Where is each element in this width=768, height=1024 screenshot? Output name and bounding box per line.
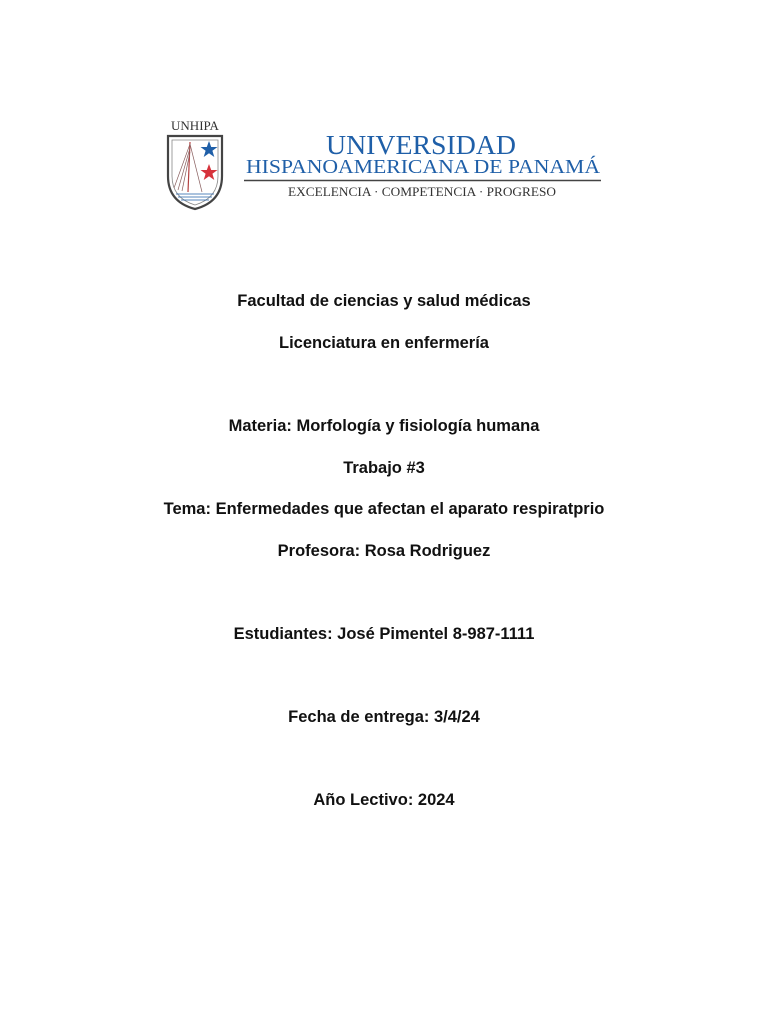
- due-date-line: Fecha de entrega: 3/4/24: [288, 708, 480, 726]
- shield-icon: [168, 136, 222, 209]
- academic-year-line: Año Lectivo: 2024: [313, 791, 455, 809]
- logo-motto: EXCELENCIA · COMPETENCIA · PROGRESO: [288, 185, 556, 199]
- assignment-line: Trabajo #3: [343, 459, 425, 477]
- subject-line: Materia: Morfología y fisiología humana: [228, 417, 540, 435]
- students-line: Estudiantes: José Pimentel 8-987-1111: [233, 625, 535, 643]
- degree-line: Licenciatura en enfermería: [278, 334, 489, 352]
- logo-acronym: UNHIPA: [171, 118, 219, 133]
- topic-line: Tema: Enfermedades que afectan el aparato respiratprio: [163, 500, 605, 518]
- faculty-line: Facultad de ciencias y salud médicas: [237, 292, 531, 310]
- professor-line: Profesora: Rosa Rodriguez: [277, 542, 491, 560]
- logo-name-line2: HISPANOAMERICANA DE PANAMÁ: [246, 156, 573, 178]
- university-logo: [162, 118, 606, 214]
- logo-name-line1: UNIVERSIDAD: [326, 130, 516, 160]
